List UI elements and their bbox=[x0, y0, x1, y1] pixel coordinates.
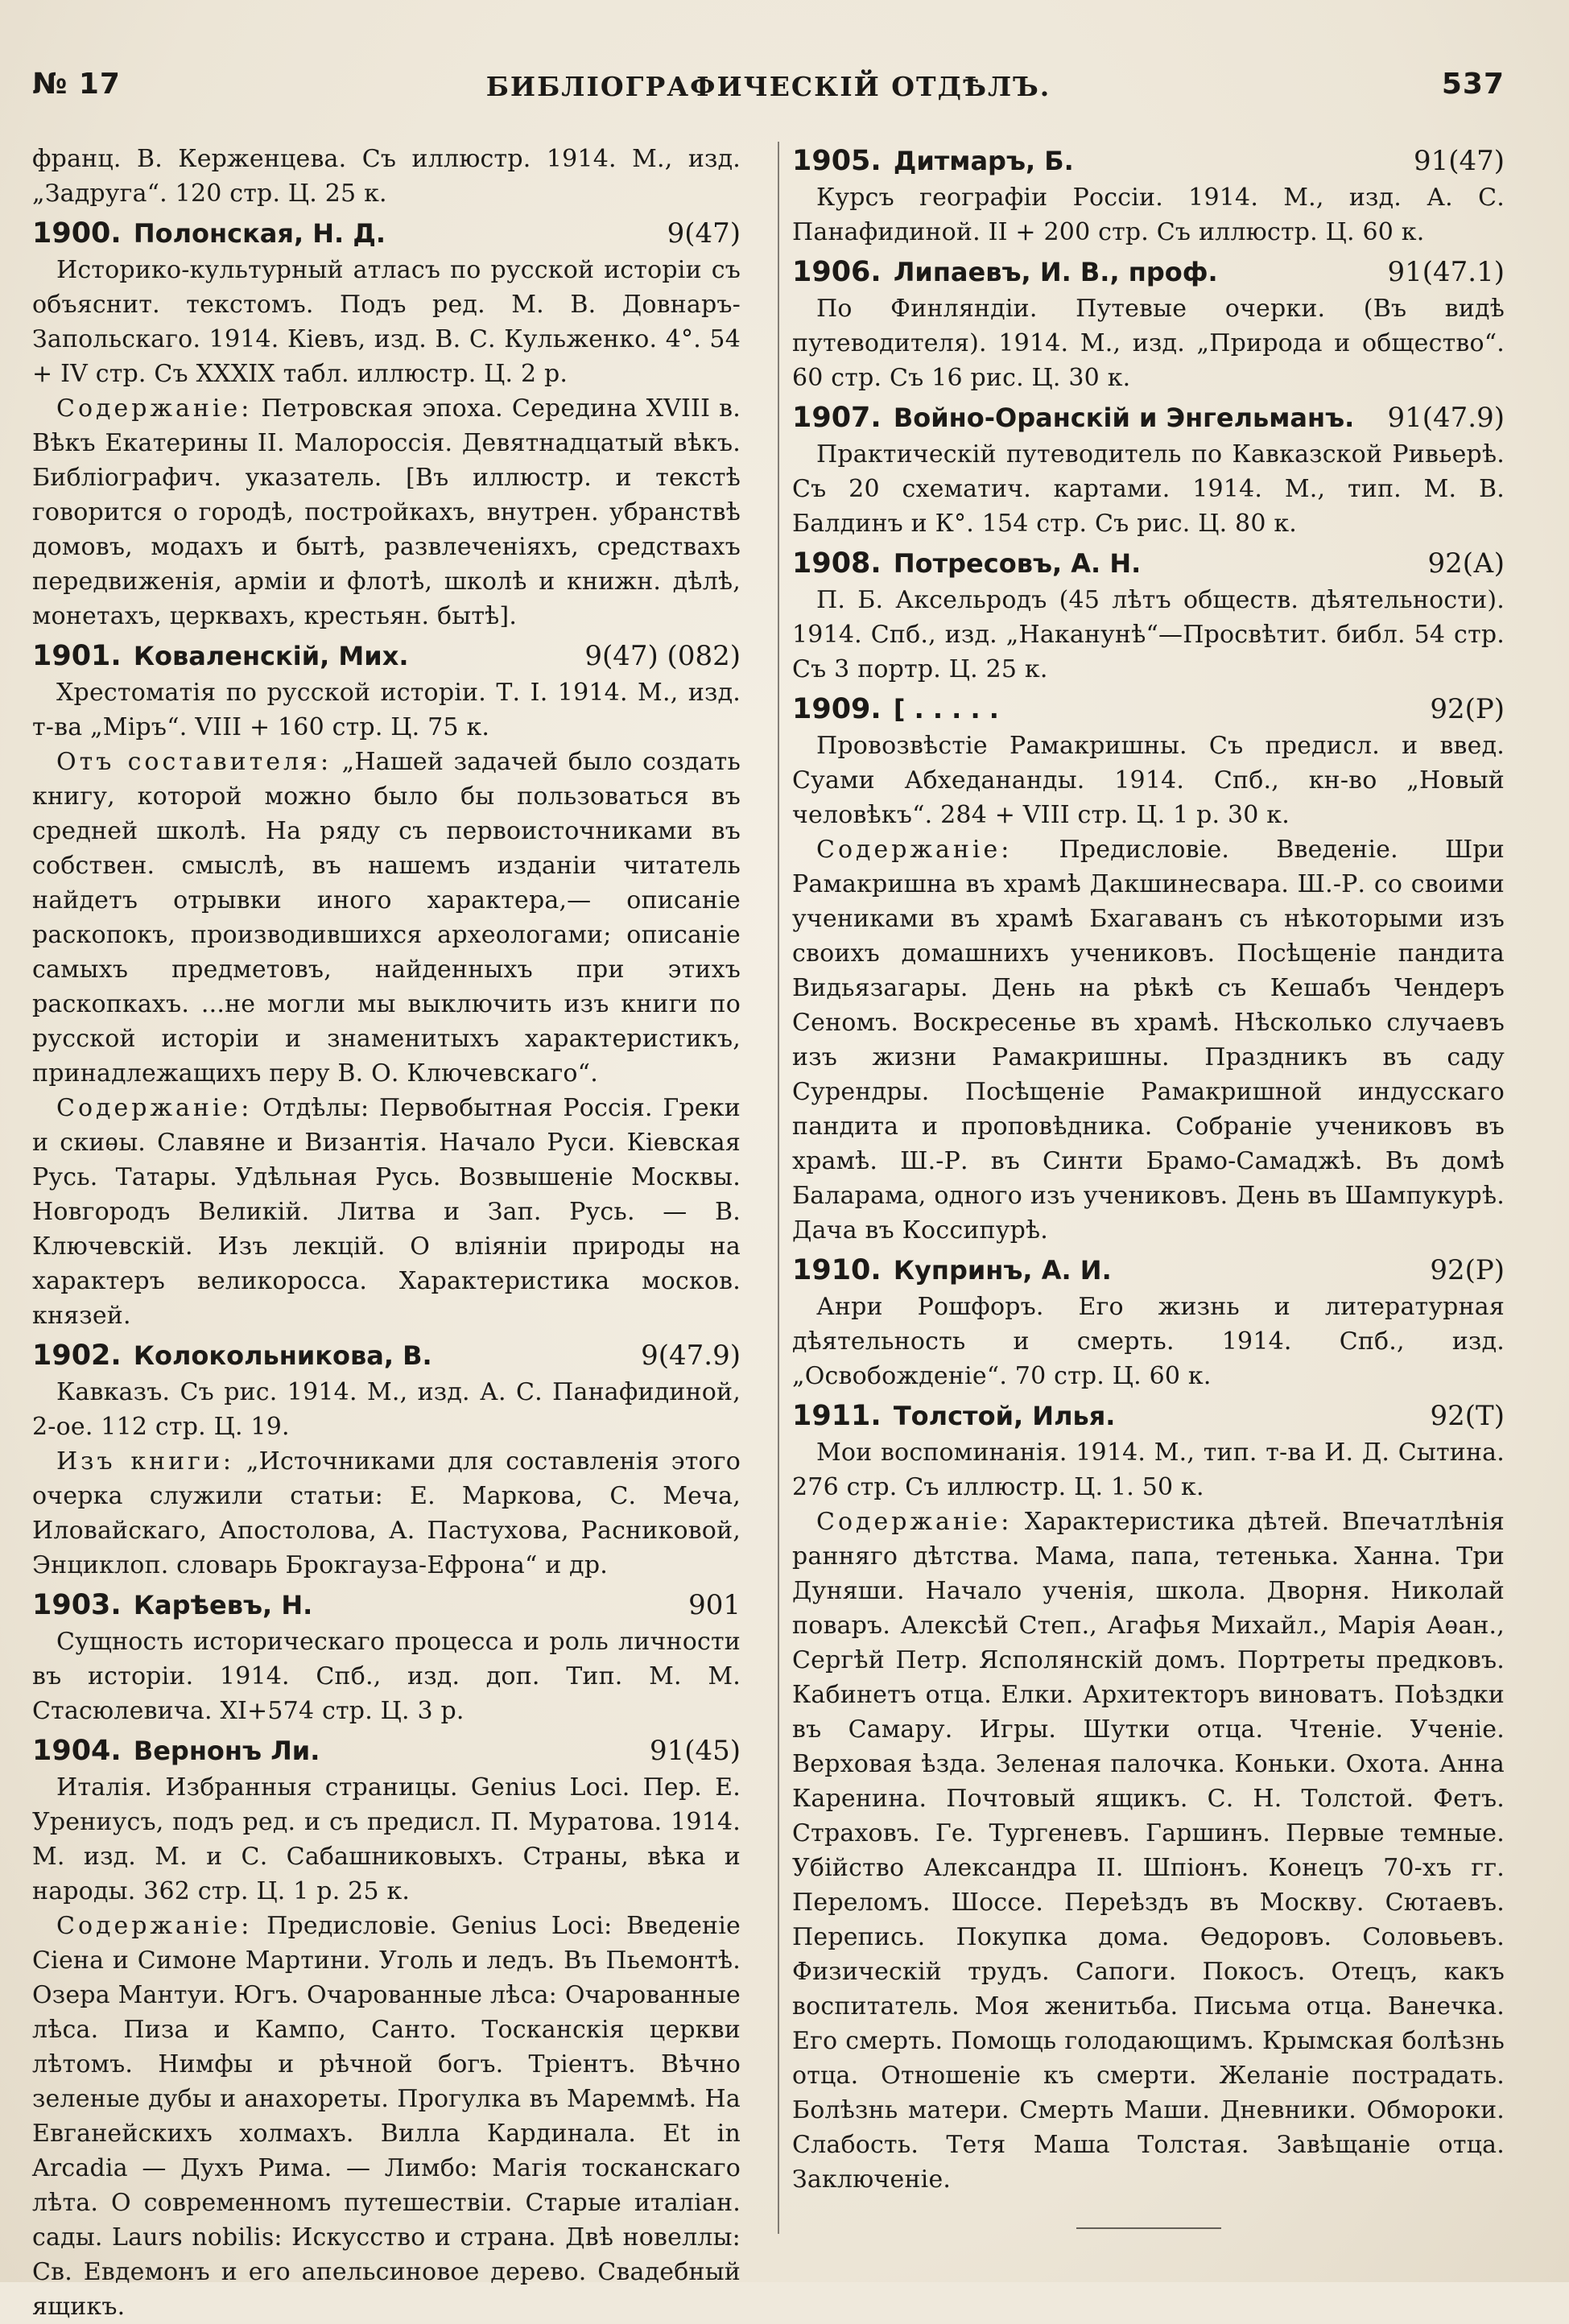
note-label: Отъ составителя: bbox=[56, 748, 332, 776]
contents-text: Характеристика дѣтей. Впечатлѣнія ранняго дѣтства. Мама, папа, тетенька. Ханна. Три Дуняши. Начало ученія, школа. Дворня. Николай поваръ. Алексѣй Степ., Агафья Михайл., Марія Аѳан., Сергѣй Петр. Ясполянскій домъ. Портреты предковъ. Кабинетъ отца. Елки. Архитекторъ виноватъ. Поѣздки въ Самару. Игры. Шутки отца. Чтеніе. Ученіе. Верховая ѣзда. Зеленая палочка. Коньки. Охота. Анна Каренина. Почтовый ящикъ. С. Н. Толстой. Фетъ. Страховъ. Ге. Тургеневъ. Гаршинъ. Первые темные. Убійство Александра II. Шпіонъ. Конецъ 70-хъ гг. Переломъ. Шоссе. Переѣздъ въ Москву. Сютаевъ. Перепись. Покупка дома. Ѳедоровъ. Соловьевъ. Физическій трудъ. Сапоги. Покосъ. Отецъ, какъ воспитатель. Моя женитьба. Письма отца. Ванечка. Его смерть. Помощь голодающимъ. Крымская болѣзнь отца. Отношеніе къ смерти. Желаніе пострадать. Болѣзнь матери. Смерть Маши. Дневники. Обмороки. Слабость. Тетя Маша Толстая. Завѣщаніе отца. Заключеніе. bbox=[792, 1508, 1505, 2194]
contents-text: Петровская эпоха. Середина XVIII в. Вѣкъ Екатерины II. Малороссія. Девятнадцатый вѣкъ. Библіографич. указатель. [Въ иллюстр. и текстѣ говорится о городѣ, постройкахъ, внутрен. убранствѣ домовъ, модахъ и бытѣ, развлеченіяхъ, средствахъ передвиженія, арміи и флотѣ, школѣ и книжн. дѣлѣ, монетахъ, церквахъ, крестьян. бытѣ]. bbox=[32, 394, 741, 630]
entry-author: Колокольникова, В. bbox=[133, 1340, 432, 1371]
entry-author: Коваленскій, Мих. bbox=[133, 641, 409, 671]
entry-compiler-note bbox=[32, 745, 741, 1091]
contents-text: Предисловіе. Введеніе. Шри Рамакришна въ храмѣ Дакшинесвара. Ш.-Р. со своими учениками въ храмѣ Бхагаванъ съ нѣкоторыми изъ своихъ домашнихъ учениковъ. Посѣщеніе пандита Видьязагары. День на рѣкѣ съ Кешабъ Чендеръ Сеномъ. Воскресенье въ храмѣ. Нѣсколько случаевъ изъ жизни Рамакришны. Праздникъ въ саду Сурендры. Посѣщеніе Рамакришной индусскаго пандита и проповѣдника. Собраніе учениковъ въ храмѣ. Ш.-Р. въ Синти Брамо-Самаджѣ. Въ домѣ Баларама, одного изъ учениковъ. День въ Шампукурѣ. Дача въ Коссипурѣ. bbox=[792, 836, 1505, 1245]
entry-number: 1902. bbox=[32, 1339, 122, 1372]
entry-author: Липаевъ, И. В., проф. bbox=[893, 257, 1218, 287]
entry-author: [ . . . . . bbox=[893, 694, 999, 724]
entry-1903-heading bbox=[32, 1586, 741, 1624]
entry-1911-heading bbox=[792, 1397, 1505, 1435]
entry-1909-heading bbox=[792, 690, 1505, 729]
entry-1900-heading bbox=[32, 214, 741, 253]
page-number: 537 bbox=[1441, 68, 1505, 101]
entry-1904-heading bbox=[32, 1732, 741, 1770]
entry-number: 1905. bbox=[792, 145, 882, 177]
entry-number: 1903. bbox=[32, 1589, 122, 1621]
entry-author: Толстой, Илья. bbox=[893, 1401, 1116, 1431]
entry-number: 1908. bbox=[792, 547, 882, 580]
entry-number: 1901. bbox=[32, 640, 122, 672]
contents-label: Содержаніе: bbox=[56, 1912, 253, 1940]
page-header bbox=[32, 68, 1505, 116]
entry-description: По Финляндіи. Путевые очерки. (Въ видѣ путеводителя). 1914. М., изд. „Природа и общество“. 60 стр. Съ 16 рис. Ц. 30 к. bbox=[792, 295, 1505, 392]
entry-1905-heading bbox=[792, 142, 1505, 180]
contents-label: Содержаніе: bbox=[816, 836, 1013, 864]
classification-code: 9(47.9) bbox=[641, 1339, 741, 1372]
contents-label: Содержаніе: bbox=[56, 1094, 253, 1122]
issue-number: № 17 bbox=[32, 68, 121, 101]
entry-contents bbox=[32, 1909, 741, 2324]
section-end-rule bbox=[1076, 2227, 1221, 2229]
entry-1907-heading bbox=[792, 398, 1505, 437]
entry-number: 1900. bbox=[32, 217, 122, 250]
classification-code: 9(47) bbox=[667, 217, 741, 250]
entry-1901-heading bbox=[32, 637, 741, 675]
entry-description: Анри Рошфоръ. Его жизнь и литературная дѣятельность и смерть. 1914. Спб., изд. „Освобожденіе“. 70 стр. Ц. 60 к. bbox=[792, 1293, 1505, 1390]
classification-code: 92(Р) bbox=[1430, 1254, 1505, 1286]
entry-description: Мои воспоминанія. 1914. М., тип. т-ва И. Д. Сытина. 276 стр. Съ иллюстр. Ц. 1. 50 к. bbox=[792, 1439, 1505, 1501]
entry-author: Полонская, Н. Д. bbox=[133, 218, 386, 249]
classification-code: 91(47.1) bbox=[1387, 256, 1505, 288]
entry-description: Практическій путеводитель по Кавказской Ривьерѣ. Съ 20 схематич. картами. 1914. М., тип. М. В. Балдинъ и К°. 154 стр. Съ рис. Ц. 80 к. bbox=[792, 440, 1505, 538]
entry-number: 1907. bbox=[792, 402, 882, 434]
classification-code: 91(47) bbox=[1413, 145, 1505, 177]
contents-text: Предисловіе. Genius Loci: Введеніе Сіена и Симоне Мартини. Уголь и ледъ. Въ Пьемонтѣ. Озера Мантуи. Югъ. Очарованные лѣса: Очарованные лѣса. Пиза и Кампо, Санто. Тосканскія церкви лѣтомъ. Нимфы и рѣчной богъ. Тріентъ. Вѣчно зеленые дубы и анахореты. Прогулка въ Мареммѣ. На Евганейскихъ холмахъ. Вилла Кардинала. Et in Arcadia — Духъ Рима. — Лимбо: Магія тосканскаго лѣта. О современномъ путешествіи. Старые италіан. сады. Laurs nobilis: Искусство и страна. Двѣ новеллы: Св. Евдемонъ и его апельсиновое дерево. Свадебный ящикъ. bbox=[32, 1912, 741, 2321]
classification-code: 91(47.9) bbox=[1387, 402, 1505, 434]
entry-description: Провозвѣстіе Рамакришны. Съ предисл. и введ. Суами Абхедананды. 1914. Спб., кн-во „Новый человѣкъ“. 284 + VIII стр. Ц. 1 р. 30 к. bbox=[792, 732, 1505, 829]
entry-1906-heading bbox=[792, 253, 1505, 291]
entry-number: 1910. bbox=[792, 1254, 882, 1286]
entry-author: Войно-Оранскій и Энгельманъ. bbox=[893, 402, 1355, 433]
right-column bbox=[792, 142, 1505, 2250]
columns bbox=[32, 142, 1505, 2321]
classification-code: 91(45) bbox=[649, 1735, 741, 1767]
contents-text: Отдѣлы: Первобытная Россія. Греки и скиѳы. Славяне и Византія. Начало Руси. Кіевская Русь. Татары. Удѣльная Русь. Возвышеніе Москвы. Новгородъ Великій. Литва и Зап. Русь. — В. Ключевскій. Изъ лекцій. О вліяніи природы на характеръ великоросса. Характеристика москов. князей. bbox=[32, 1094, 741, 1330]
contents-label: Изъ книги: bbox=[56, 1447, 234, 1476]
entry-contents bbox=[32, 1444, 741, 1583]
continued-entry-text: франц. В. Керженцева. Съ иллюстр. 1914. М., изд. „Задруга“. 120 стр. Ц. 25 к. bbox=[32, 145, 741, 208]
entry-author: Карѣевъ, Н. bbox=[133, 1590, 313, 1620]
note-text: „Нашей задачей было создать книгу, которой можно было бы пользоваться въ средней школѣ. На ряду съ первоисточниками въ собствен. смыслѣ, въ нашемъ изданіи читатель найдетъ отрывки иного характера,— описаніе раскопокъ, производившихся археологами; описаніе самыхъ предметовъ, найденныхъ при этихъ раскопкахъ. ...не могли мы выключить изъ книги по русской исторіи и знаменитыхъ характеристикъ, принадлежащихъ перу В. О. Ключевскаго“. bbox=[32, 748, 741, 1088]
entry-author: Купринъ, А. И. bbox=[893, 1255, 1112, 1286]
entry-author: Дитмаръ, Б. bbox=[893, 146, 1074, 176]
entry-number: 1911. bbox=[792, 1400, 882, 1432]
entry-description: Историко-культурный атласъ по русской исторіи съ объяснит. текстомъ. Подъ ред. М. В. Довнаръ-Запольскаго. 1914. Кіевъ, изд. В. С. Кульженко. 4°. 54 + IV стр. Съ XXXIX табл. иллюстр. Ц. 2 р. bbox=[32, 256, 741, 388]
classification-code: 9(47) (082) bbox=[584, 640, 741, 672]
entry-author: Вернонъ Ли. bbox=[133, 1736, 320, 1766]
entry-number: 1906. bbox=[792, 256, 882, 288]
classification-code: 92(Р) bbox=[1430, 693, 1505, 725]
entry-description: Италія. Избранныя страницы. Genius Loci. Пер. Е. Урениусъ, подъ ред. и съ предисл. П. Муратова. 1914. М. изд. М. и С. Сабашниковыхъ. Страны, вѣка и народы. 362 стр. Ц. 1 р. 25 к. bbox=[32, 1773, 741, 1905]
entry-1902-heading bbox=[32, 1336, 741, 1375]
classification-code: 92(Т) bbox=[1430, 1400, 1505, 1432]
entry-contents bbox=[32, 1091, 741, 1333]
entry-contents bbox=[792, 1505, 1505, 2197]
contents-text: „Источниками для составленія этого очерка служили статьи: Е. Маркова, С. Меча, Иловайскаго, Апостолова, А. Пастухова, Расниковой, Энциклоп. словарь Брокгауза-Ефрона“ и др. bbox=[32, 1447, 741, 1579]
contents-label: Содержаніе: bbox=[816, 1508, 1013, 1536]
entry-description: Кавказъ. Съ рис. 1914. М., изд. А. С. Панафидиной, 2-ое. 112 стр. Ц. 19. bbox=[32, 1378, 741, 1441]
classification-code: 901 bbox=[688, 1589, 741, 1621]
entry-description: Курсъ географіи Россіи. 1914. М., изд. А. С. Панафидиной. II + 200 стр. Съ иллюстр. Ц. 60 к. bbox=[792, 184, 1505, 246]
contents-label: Содержаніе: bbox=[56, 394, 253, 423]
entry-number: 1904. bbox=[32, 1735, 122, 1767]
section-title: БИБЛІОГРАФИЧЕСКІЙ ОТДѢЛЪ. bbox=[485, 71, 1051, 102]
classification-code: 92(А) bbox=[1427, 547, 1505, 580]
entry-author: Потресовъ, А. Н. bbox=[893, 548, 1142, 579]
entry-contents bbox=[32, 391, 741, 634]
entry-description: П. Б. Аксельродъ (45 лѣтъ обществ. дѣятельности). 1914. Спб., изд. „Наканунѣ“—Просвѣтит. библ. 54 стр. Съ 3 портр. Ц. 25 к. bbox=[792, 586, 1505, 683]
entry-contents bbox=[792, 832, 1505, 1248]
left-column bbox=[32, 142, 741, 2321]
entry-1910-heading bbox=[792, 1251, 1505, 1290]
entry-description: Хрестоматія по русской исторіи. Т. I. 1914. М., изд. т-ва „Міръ“. VIII + 160 стр. Ц. 75 к. bbox=[32, 679, 741, 741]
entry-number: 1909. bbox=[792, 693, 882, 725]
entry-1908-heading bbox=[792, 544, 1505, 583]
entry-description: Сущность историческаго процесса и роль личности въ исторіи. 1914. Спб., изд. доп. Тип. М. М. Стасюлевича. XI+574 стр. Ц. 3 р. bbox=[32, 1628, 741, 1725]
